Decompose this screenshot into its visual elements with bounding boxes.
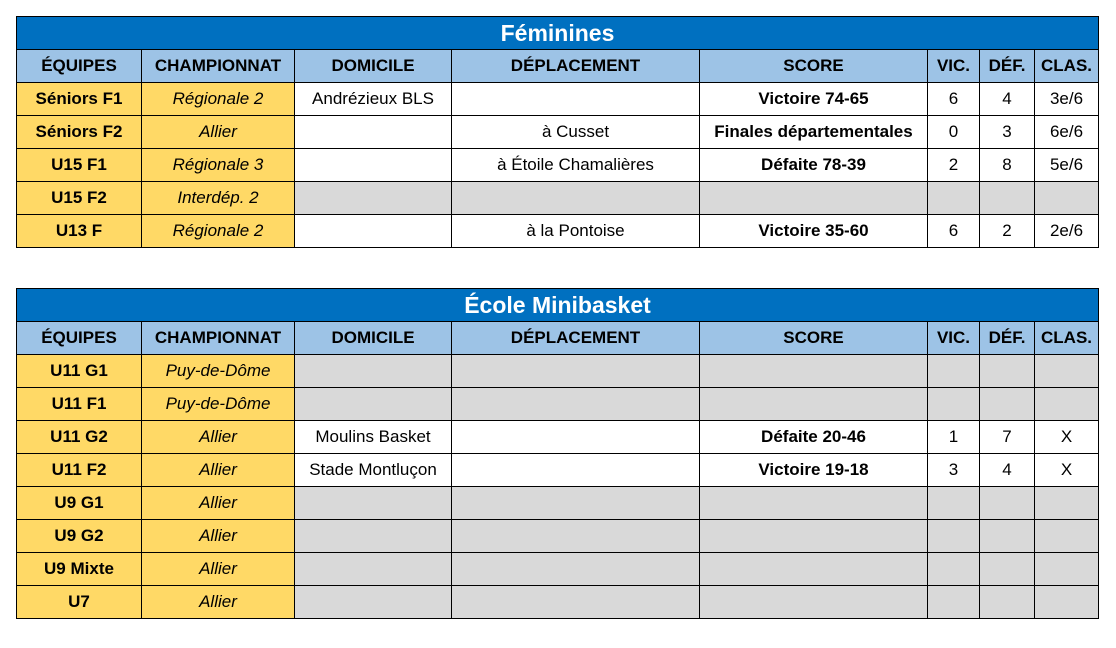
score-cell: Défaite 20-46: [700, 421, 928, 454]
score-cell: [700, 355, 928, 388]
wins-cell: 2: [928, 149, 980, 182]
wins-cell: [928, 355, 980, 388]
championship-cell: Allier: [142, 586, 295, 619]
championship-cell: Allier: [142, 116, 295, 149]
table-row: [17, 454, 1099, 487]
away-cell: [452, 586, 700, 619]
home-cell: [295, 520, 452, 553]
wins-cell: 1: [928, 421, 980, 454]
table-row: [17, 553, 1099, 586]
away-cell: [452, 83, 700, 116]
header-losses: DÉF.: [980, 322, 1035, 355]
wins-cell: [928, 182, 980, 215]
team-cell: U9 G2: [17, 520, 142, 553]
header-home: DOMICILE: [295, 50, 452, 83]
header-away: DÉPLACEMENT: [452, 322, 700, 355]
away-cell: [452, 182, 700, 215]
header-rank: CLAS.: [1035, 322, 1099, 355]
table-row: [17, 83, 1099, 116]
losses-cell: [980, 586, 1035, 619]
header-teams: ÉQUIPES: [17, 322, 142, 355]
away-cell: [452, 421, 700, 454]
away-cell: [452, 355, 700, 388]
championship-cell: Allier: [142, 520, 295, 553]
score-cell: [700, 553, 928, 586]
team-cell: U15 F2: [17, 182, 142, 215]
score-cell: [700, 388, 928, 421]
minibasket-table: [16, 288, 1099, 619]
header-championship: CHAMPIONNAT: [142, 50, 295, 83]
home-cell: [295, 215, 452, 248]
table-row: [17, 520, 1099, 553]
wins-cell: [928, 553, 980, 586]
feminines-table: [16, 16, 1099, 248]
losses-cell: [980, 355, 1035, 388]
header-home: DOMICILE: [295, 322, 452, 355]
championship-cell: Allier: [142, 421, 295, 454]
header-away: DÉPLACEMENT: [452, 50, 700, 83]
score-cell: [700, 586, 928, 619]
table-title: École Minibasket: [17, 289, 1099, 322]
championship-cell: Interdép. 2: [142, 182, 295, 215]
losses-cell: 7: [980, 421, 1035, 454]
home-cell: [295, 388, 452, 421]
rank-cell: X: [1035, 421, 1099, 454]
score-cell: Finales départementales: [700, 116, 928, 149]
home-cell: [295, 116, 452, 149]
header-teams: ÉQUIPES: [17, 50, 142, 83]
losses-cell: 8: [980, 149, 1035, 182]
rank-cell: [1035, 520, 1099, 553]
rank-cell: 6e/6: [1035, 116, 1099, 149]
table-row: [17, 182, 1099, 215]
score-cell: Victoire 19-18: [700, 454, 928, 487]
wins-cell: 3: [928, 454, 980, 487]
header-losses: DÉF.: [980, 50, 1035, 83]
losses-cell: 4: [980, 83, 1035, 116]
header-wins: VIC.: [928, 322, 980, 355]
rank-cell: X: [1035, 454, 1099, 487]
team-cell: U15 F1: [17, 149, 142, 182]
team-cell: U11 G1: [17, 355, 142, 388]
home-cell: [295, 355, 452, 388]
team-cell: U13 F: [17, 215, 142, 248]
home-cell: [295, 586, 452, 619]
wins-cell: [928, 520, 980, 553]
home-cell: Andrézieux BLS: [295, 83, 452, 116]
rank-cell: [1035, 487, 1099, 520]
header-wins: VIC.: [928, 50, 980, 83]
losses-cell: [980, 182, 1035, 215]
team-cell: Séniors F2: [17, 116, 142, 149]
header-rank: CLAS.: [1035, 50, 1099, 83]
rank-cell: 3e/6: [1035, 83, 1099, 116]
wins-cell: 6: [928, 215, 980, 248]
home-cell: [295, 149, 452, 182]
losses-cell: [980, 553, 1035, 586]
losses-cell: [980, 388, 1035, 421]
score-cell: Victoire 35-60: [700, 215, 928, 248]
rank-cell: [1035, 388, 1099, 421]
away-cell: à la Pontoise: [452, 215, 700, 248]
wins-cell: [928, 487, 980, 520]
rank-cell: 5e/6: [1035, 149, 1099, 182]
home-cell: Moulins Basket: [295, 421, 452, 454]
rank-cell: [1035, 182, 1099, 215]
table-row: [17, 388, 1099, 421]
championship-cell: Régionale 2: [142, 83, 295, 116]
team-cell: U11 F1: [17, 388, 142, 421]
header-row: [17, 50, 1099, 83]
header-score: SCORE: [700, 322, 928, 355]
table-body: [17, 83, 1099, 248]
away-cell: [452, 388, 700, 421]
score-cell: [700, 520, 928, 553]
losses-cell: 2: [980, 215, 1035, 248]
home-cell: [295, 487, 452, 520]
table-row: [17, 149, 1099, 182]
losses-cell: 3: [980, 116, 1035, 149]
championship-cell: Allier: [142, 454, 295, 487]
table-row: [17, 116, 1099, 149]
table-row: [17, 421, 1099, 454]
rank-cell: [1035, 553, 1099, 586]
table-row: [17, 215, 1099, 248]
team-cell: U11 F2: [17, 454, 142, 487]
rank-cell: 2e/6: [1035, 215, 1099, 248]
championship-cell: Allier: [142, 487, 295, 520]
away-cell: [452, 553, 700, 586]
header-score: SCORE: [700, 50, 928, 83]
away-cell: [452, 454, 700, 487]
team-cell: Séniors F1: [17, 83, 142, 116]
home-cell: [295, 553, 452, 586]
championship-cell: Puy-de-Dôme: [142, 355, 295, 388]
losses-cell: [980, 487, 1035, 520]
rank-cell: [1035, 355, 1099, 388]
table-row: [17, 487, 1099, 520]
score-cell: [700, 182, 928, 215]
home-cell: [295, 182, 452, 215]
table-row: [17, 586, 1099, 619]
team-cell: U7: [17, 586, 142, 619]
losses-cell: 4: [980, 454, 1035, 487]
championship-cell: Régionale 3: [142, 149, 295, 182]
table-body: [17, 355, 1099, 619]
championship-cell: Puy-de-Dôme: [142, 388, 295, 421]
team-cell: U11 G2: [17, 421, 142, 454]
team-cell: U9 Mixte: [17, 553, 142, 586]
table-title: Féminines: [17, 17, 1099, 50]
away-cell: [452, 487, 700, 520]
championship-cell: Régionale 2: [142, 215, 295, 248]
score-cell: Victoire 74-65: [700, 83, 928, 116]
wins-cell: 6: [928, 83, 980, 116]
away-cell: à Cusset: [452, 116, 700, 149]
score-cell: Défaite 78-39: [700, 149, 928, 182]
championship-cell: Allier: [142, 553, 295, 586]
home-cell: Stade Montluçon: [295, 454, 452, 487]
wins-cell: [928, 388, 980, 421]
losses-cell: [980, 520, 1035, 553]
wins-cell: 0: [928, 116, 980, 149]
away-cell: à Étoile Chamalières: [452, 149, 700, 182]
score-cell: [700, 487, 928, 520]
header-championship: CHAMPIONNAT: [142, 322, 295, 355]
team-cell: U9 G1: [17, 487, 142, 520]
wins-cell: [928, 586, 980, 619]
header-row: [17, 322, 1099, 355]
table-row: [17, 355, 1099, 388]
rank-cell: [1035, 586, 1099, 619]
away-cell: [452, 520, 700, 553]
